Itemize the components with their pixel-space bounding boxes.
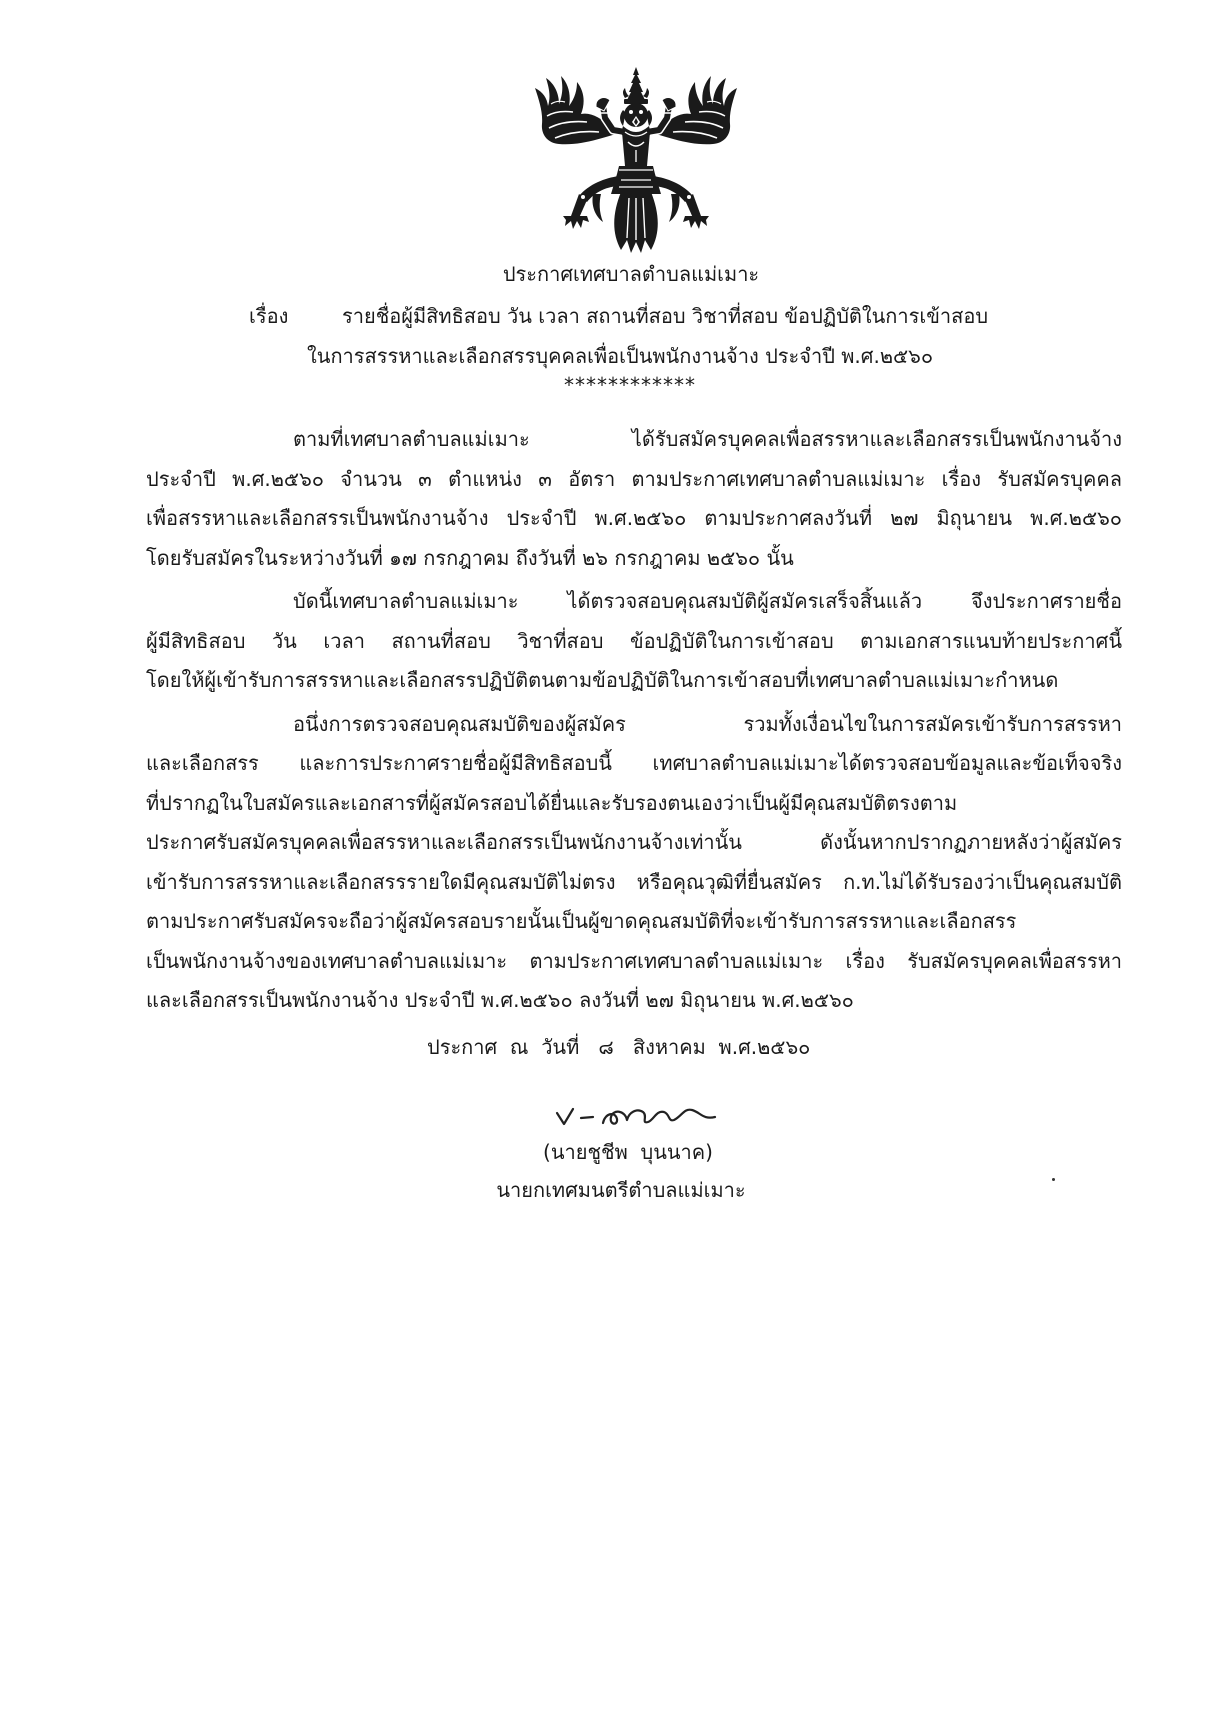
garuda-emblem-icon (533, 66, 739, 254)
emblem-torso (611, 126, 661, 194)
signer-name: (นายชูชีพ บุนนาค) (543, 1139, 713, 1164)
handwritten-signature-icon (553, 1099, 721, 1133)
paragraph-line: และเลือกสรร และการประกาศรายชื่อผู้มีสิทธิสอบนี้ เทศบาลตำบลแม่เมาะได้ตรวจสอบข้อมูลและข้อเท็จจริง (146, 751, 1122, 775)
paragraph-3 (146, 705, 1122, 1021)
announcement-date: ประกาศ ณ วันที่ ๘ สิงหาคม พ.ศ.๒๕๖๐ (427, 1034, 811, 1059)
subject-text-line-1: รายชื่อผู้มีสิทธิสอบ วัน เวลา สถานที่สอบ วิชาที่สอบ ข้อปฏิบัติในการเข้าสอบ (342, 304, 989, 328)
paragraph-line: บัดนี้เทศบาลตำบลแม่เมาะ ได้ตรวจสอบคุณสมบัติผู้สมัครเสร็จสิ้นแล้ว จึงประกาศรายชื่อ (293, 589, 1122, 613)
document-body (146, 420, 1122, 1209)
signer-position: นายกเทศมนตรีตำบลแม่เมาะ (496, 1177, 746, 1202)
emblem-tail (614, 192, 658, 253)
emblem-head (624, 103, 648, 127)
paragraph-line: เข้ารับการสรรหาและเลือกสรรรายใดมีคุณสมบัติไม่ตรง หรือคุณวุฒิที่ยื่นสมัคร ก.ท.ไม่ได้รับรองว่าเป็นคุณสมบัติ (146, 869, 1122, 894)
paragraph-line: ผู้มีสิทธิสอบ วัน เวลา สถานที่สอบ วิชาที่สอบ ข้อปฏิบัติในการเข้าสอบ ตามเอกสารแนบท้ายประกาศนี้ (146, 628, 1122, 653)
paragraph-2 (146, 582, 1122, 701)
paragraph-line: และเลือกสรรเป็นพนักงานจ้าง ประจำปี พ.ศ.๒๕๖๐ ลงวันที่ ๒๗ มิถุนายน พ.ศ.๒๕๖๐ (146, 988, 854, 1012)
paragraph-line: เพื่อสรรหาและเลือกสรรเป็นพนักงานจ้าง ประจำปี พ.ศ.๒๕๖๐ ตามประกาศลงวันที่ ๒๗ มิถุนายน พ.ศ.๒๕๖๐ (146, 506, 1122, 530)
paragraph-line: อนึ่งการตรวจสอบคุณสมบัติของผู้สมัคร รวมทั้งเงื่อนไขในการสมัครเข้ารับการสรรหา (293, 711, 1122, 736)
scan-speck (1052, 1178, 1055, 1181)
subject-text-line-2: ในการสรรหาและเลือกสรรบุคคลเพื่อเป็นพนักงานจ้าง ประจำปี พ.ศ.๒๕๖๐ (307, 344, 934, 368)
paragraph-line: ที่ปรากฏในใบสมัครและเอกสารที่ผู้สมัครสอบได้ยื่นและรับรองตนเองว่าเป็นผู้มีคุณสมบัติตรงตาม (146, 790, 958, 815)
paragraph-line: โดยให้ผู้เข้ารับการสรรหาและเลือกสรรปฏิบัติตนตามข้อปฏิบัติในการเข้าสอบที่เทศบาลตำบลแม่เมาะกำหนด (146, 668, 1059, 692)
announcement-title: ประกาศเทศบาลตำบลแม่เมาะ (502, 262, 760, 286)
paragraph-line: เป็นพนักงานจ้างของเทศบาลตำบลแม่เมาะ ตามประกาศเทศบาลตำบลแม่เมาะ เรื่อง รับสมัครบุคคลเพื่อสรรหา (146, 948, 1122, 973)
subject-label: เรื่อง (249, 304, 289, 328)
paragraph-line: ตามประกาศรับสมัครจะถือว่าผู้สมัครสอบรายนั้นเป็นผู้ขาดคุณสมบัติที่จะเข้ารับการสรรหาและเลือกสรร (146, 909, 1017, 933)
paragraph-line: โดยรับสมัครในระหว่างวันที่ ๑๗ กรกฎาคม ถึงวันที่ ๒๖ กรกฎาคม ๒๕๖๐ นั้น (146, 545, 794, 570)
separator-asterisks: ************ (564, 373, 696, 397)
paragraph-line: ตามที่เทศบาลตำบลแม่เมาะ ได้รับสมัครบุคคลเพื่อสรรหาและเลือกสรรเป็นพนักงานจ้าง (293, 427, 1122, 451)
paragraph-line: ประกาศรับสมัครบุคคลเพื่อสรรหาและเลือกสรรเป็นพนักงานจ้างเท่านั้น ดังนั้นหากปรากฏภายหลังว่าผู้สมัคร (146, 830, 1122, 854)
emblem-crown (624, 67, 648, 104)
paragraph-1 (146, 420, 1122, 578)
paragraph-line: ประจำปี พ.ศ.๒๕๖๐ จำนวน ๓ ตำแหน่ง ๓ อัตรา ตามประกาศเทศบาลตำบลแม่เมาะ เรื่อง รับสมัครบุคคล (146, 466, 1122, 491)
